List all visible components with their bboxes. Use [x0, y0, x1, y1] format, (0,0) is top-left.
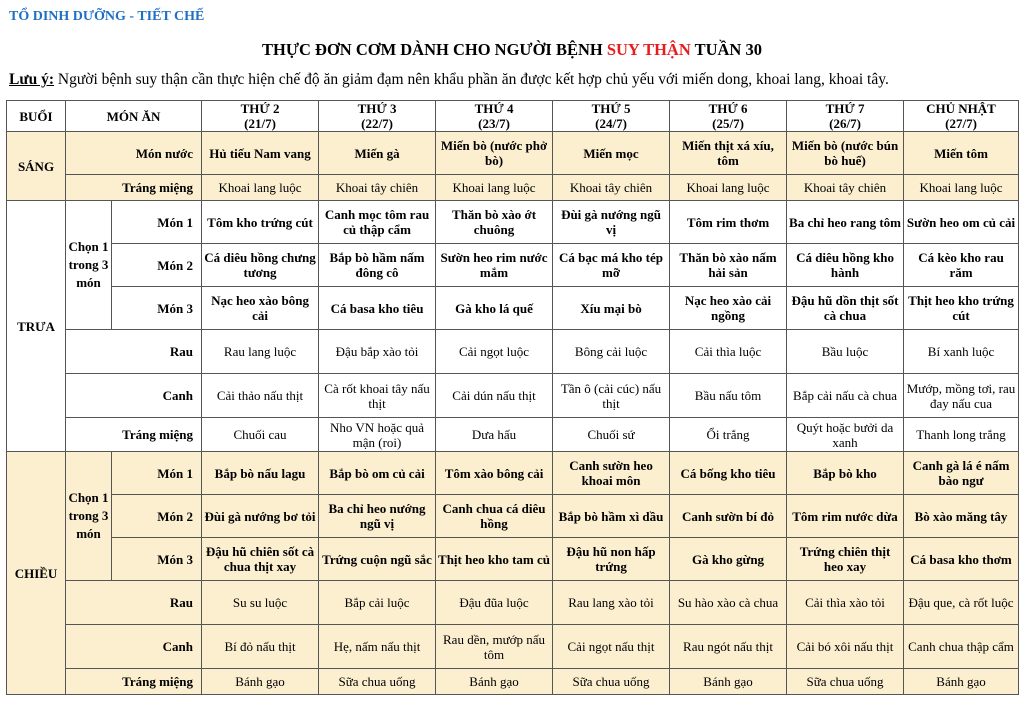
menu-cell: Sữa chua uống: [553, 669, 670, 695]
menu-cell: Đùi gà nướng bơ tỏi: [202, 495, 319, 538]
table-row: [7, 495, 1019, 538]
row-label: Canh: [66, 374, 202, 418]
menu-cell: Cải ngọt nấu thịt: [553, 625, 670, 669]
title-highlight: SUY THẬN: [606, 40, 691, 59]
menu-cell: Đậu hũ non hấp trứng: [553, 538, 670, 581]
header-day: [670, 101, 787, 132]
menu-cell: Cải thìa luộc: [670, 330, 787, 374]
menu-cell: Miến bò (nước bún bò huế): [787, 132, 904, 175]
day-date: (22/7): [361, 116, 393, 131]
menu-cell: Bắp cải luộc: [319, 581, 436, 625]
organization-name: TỔ DINH DƯỠNG - TIẾT CHẾ: [9, 9, 205, 24]
choose-label: Chọn 1 trong 3 món: [66, 201, 112, 330]
choose-label: Chọn 1 trong 3 món: [66, 452, 112, 581]
menu-cell: Cá bạc má kho tép mỡ: [553, 244, 670, 287]
menu-cell: Khoai tây chiên: [319, 175, 436, 201]
table-row: [7, 452, 1019, 495]
menu-cell: Thịt heo kho tam củ: [436, 538, 553, 581]
day-name: THỨ 7: [825, 101, 865, 116]
menu-cell: Cá kèo kho rau răm: [904, 244, 1019, 287]
menu-cell: Canh gà lá é nấm bào ngư: [904, 452, 1019, 495]
menu-cell: Bầu nấu tôm: [670, 374, 787, 418]
menu-cell: Miến tôm: [904, 132, 1019, 175]
row-label: Món 2: [112, 495, 202, 538]
menu-cell: Canh sườn bí đỏ: [670, 495, 787, 538]
menu-cell: Bắp bò hầm xì dầu: [553, 495, 670, 538]
menu-cell: Nho VN hoặc quả mận (roi): [319, 418, 436, 452]
row-label: Món 3: [112, 287, 202, 330]
header-dish: MÓN ĂN: [66, 101, 202, 132]
menu-cell: Gà kho lá quế: [436, 287, 553, 330]
menu-cell: Tôm kho trứng cút: [202, 201, 319, 244]
menu-cell: Bánh gạo: [904, 669, 1019, 695]
menu-cell: Rau dền, mướp nấu tôm: [436, 625, 553, 669]
menu-cell: Ba chỉ heo rang tôm: [787, 201, 904, 244]
menu-cell: Cà rốt khoai tây nấu thịt: [319, 374, 436, 418]
table-row: [7, 374, 1019, 418]
day-name: THỨ 5: [591, 101, 631, 116]
session-noon: TRƯA: [7, 201, 66, 452]
menu-cell: Mướp, mồng tơi, rau đay nấu cua: [904, 374, 1019, 418]
table-row: [7, 101, 1019, 132]
menu-cell: Bánh gạo: [670, 669, 787, 695]
menu-cell: Ba chỉ heo nướng ngũ vị: [319, 495, 436, 538]
menu-cell: Sữa chua uống: [319, 669, 436, 695]
menu-cell: Tôm rim thơm: [670, 201, 787, 244]
menu-cell: Chuối cau: [202, 418, 319, 452]
menu-cell: Rau lang luộc: [202, 330, 319, 374]
day-date: (27/7): [945, 116, 977, 131]
menu-cell: Trứng chiên thịt heo xay: [787, 538, 904, 581]
menu-cell: Xíu mại bò: [553, 287, 670, 330]
day-date: (26/7): [829, 116, 861, 131]
note-text: Người bệnh suy thận cần thực hiện chế độ ăn giảm đạm nên khẩu phần ăn được kết hợp chủ yếu với miến dong, khoai lang, khoai tây.: [57, 71, 889, 88]
menu-cell: Khoai lang luộc: [670, 175, 787, 201]
menu-cell: Đậu que, cà rốt luộc: [904, 581, 1019, 625]
menu-cell: Miến gà: [319, 132, 436, 175]
menu-cell: Cải dún nấu thịt: [436, 374, 553, 418]
menu-cell: Cá diêu hồng kho hành: [787, 244, 904, 287]
menu-cell: Dưa hấu: [436, 418, 553, 452]
table-row: [7, 538, 1019, 581]
menu-cell: Đậu hũ chiên sốt cà chua thịt xay: [202, 538, 319, 581]
header-day: [553, 101, 670, 132]
day-date: (24/7): [595, 116, 627, 131]
menu-cell: Su hào xào cà chua: [670, 581, 787, 625]
header-day: [904, 101, 1019, 132]
menu-cell: Khoai tây chiên: [553, 175, 670, 201]
menu-cell: Bí đỏ nấu thịt: [202, 625, 319, 669]
menu-cell: Canh chua thập cẩm: [904, 625, 1019, 669]
row-label: Món 1: [112, 452, 202, 495]
menu-cell: Cá diêu hồng chưng tương: [202, 244, 319, 287]
menu-cell: Rau lang xào tỏi: [553, 581, 670, 625]
menu-cell: Bí xanh luộc: [904, 330, 1019, 374]
row-label: Tráng miệng: [66, 418, 202, 452]
menu-cell: Canh chua cá diêu hồng: [436, 495, 553, 538]
day-name: THỨ 3: [357, 101, 397, 116]
menu-cell: Cá bống kho tiêu: [670, 452, 787, 495]
header-day: [787, 101, 904, 132]
menu-cell: Miến bò (nước phở bò): [436, 132, 553, 175]
menu-cell: Cá basa kho tiêu: [319, 287, 436, 330]
table-row: [7, 625, 1019, 669]
menu-cell: Bầu luộc: [787, 330, 904, 374]
menu-cell: Gà kho gừng: [670, 538, 787, 581]
table-row: [7, 330, 1019, 374]
table-row: [7, 175, 1019, 201]
menu-cell: Su su luộc: [202, 581, 319, 625]
menu-cell: Bò xào măng tây: [904, 495, 1019, 538]
menu-cell: Đậu hũ dồn thịt sốt cà chua: [787, 287, 904, 330]
day-date: (21/7): [244, 116, 276, 131]
menu-cell: Bắp bò om củ cải: [319, 452, 436, 495]
menu-cell: Canh mọc tôm rau củ thập cẩm: [319, 201, 436, 244]
note-label: Lưu ý:: [9, 71, 55, 88]
menu-cell: Bắp cải nấu cà chua: [787, 374, 904, 418]
session-afternoon: CHIỀU: [7, 452, 66, 695]
row-label: Món nước: [66, 132, 202, 175]
table-row: [7, 201, 1019, 244]
menu-cell: Bánh gạo: [202, 669, 319, 695]
menu-cell: Tần ô (cải cúc) nấu thịt: [553, 374, 670, 418]
menu-cell: Miến mọc: [553, 132, 670, 175]
menu-cell: Thăn bò xào nấm hải sản: [670, 244, 787, 287]
menu-cell: Khoai tây chiên: [787, 175, 904, 201]
menu-cell: Trứng cuộn ngũ sắc: [319, 538, 436, 581]
menu-cell: Sữa chua uống: [787, 669, 904, 695]
menu-cell: Bông cải luộc: [553, 330, 670, 374]
day-date: (23/7): [478, 116, 510, 131]
page-title: [0, 40, 1024, 60]
day-name: THỨ 6: [708, 101, 748, 116]
header-day: [436, 101, 553, 132]
menu-cell: Cải ngọt luộc: [436, 330, 553, 374]
day-name: THỨ 4: [474, 101, 514, 116]
menu-cell: Chuối sứ: [553, 418, 670, 452]
menu-cell: Cải thìa xào tỏi: [787, 581, 904, 625]
menu-cell: Thịt heo kho trứng cút: [904, 287, 1019, 330]
row-label: Món 3: [112, 538, 202, 581]
menu-cell: Sườn heo rim nước mắm: [436, 244, 553, 287]
day-name: THỨ 2: [240, 101, 280, 116]
menu-cell: Sườn heo om củ cải: [904, 201, 1019, 244]
menu-cell: Đùi gà nướng ngũ vị: [553, 201, 670, 244]
menu-cell: Hẹ, nấm nấu thịt: [319, 625, 436, 669]
menu-cell: Khoai lang luộc: [904, 175, 1019, 201]
menu-cell: Miến thịt xá xíu, tôm: [670, 132, 787, 175]
menu-cell: Hủ tiếu Nam vang: [202, 132, 319, 175]
menu-cell: Nạc heo xào bông cải: [202, 287, 319, 330]
table-row: [7, 287, 1019, 330]
menu-cell: Thanh long trắng: [904, 418, 1019, 452]
row-label: Canh: [66, 625, 202, 669]
menu-cell: Bánh gạo: [436, 669, 553, 695]
header-day: [202, 101, 319, 132]
table-row: [7, 669, 1019, 695]
session-morning: SÁNG: [7, 132, 66, 201]
header-day: [319, 101, 436, 132]
menu-cell: Tôm rim nước dừa: [787, 495, 904, 538]
menu-cell: Cá basa kho thơm: [904, 538, 1019, 581]
menu-table: [6, 100, 1019, 695]
menu-cell: Cải thảo nấu thịt: [202, 374, 319, 418]
menu-cell: Nạc heo xào cải ngồng: [670, 287, 787, 330]
day-date: (25/7): [712, 116, 744, 131]
title-suffix: TUẦN 30: [694, 40, 762, 59]
menu-cell: Khoai lang luộc: [202, 175, 319, 201]
table-row: [7, 132, 1019, 175]
day-name: CHỦ NHẬT: [926, 101, 996, 116]
menu-cell: Bắp bò nấu lagu: [202, 452, 319, 495]
title-prefix: THỰC ĐƠN CƠM DÀNH CHO NGƯỜI BỆNH: [262, 40, 603, 59]
table-row: [7, 581, 1019, 625]
menu-cell: Ổi trắng: [670, 418, 787, 452]
row-label: Món 1: [112, 201, 202, 244]
menu-cell: Khoai lang luộc: [436, 175, 553, 201]
menu-cell: Tôm xào bông cải: [436, 452, 553, 495]
menu-cell: Đậu đũa luộc: [436, 581, 553, 625]
row-label: Rau: [66, 330, 202, 374]
menu-cell: Bắp bò kho: [787, 452, 904, 495]
row-label: Tráng miệng: [66, 175, 202, 201]
menu-cell: Rau ngót nấu thịt: [670, 625, 787, 669]
table-row: [7, 244, 1019, 287]
row-label: Tráng miệng: [66, 669, 202, 695]
menu-cell: Canh sườn heo khoai môn: [553, 452, 670, 495]
row-label: Món 2: [112, 244, 202, 287]
table-row: [7, 418, 1019, 452]
row-label: Rau: [66, 581, 202, 625]
menu-cell: Bắp bò hầm nấm đông cô: [319, 244, 436, 287]
menu-cell: Quýt hoặc bưởi da xanh: [787, 418, 904, 452]
note: [9, 71, 889, 89]
menu-cell: Đậu bắp xào tỏi: [319, 330, 436, 374]
header-session: BUỔI: [7, 101, 66, 132]
menu-cell: Cải bó xôi nấu thịt: [787, 625, 904, 669]
menu-cell: Thăn bò xào ớt chuông: [436, 201, 553, 244]
